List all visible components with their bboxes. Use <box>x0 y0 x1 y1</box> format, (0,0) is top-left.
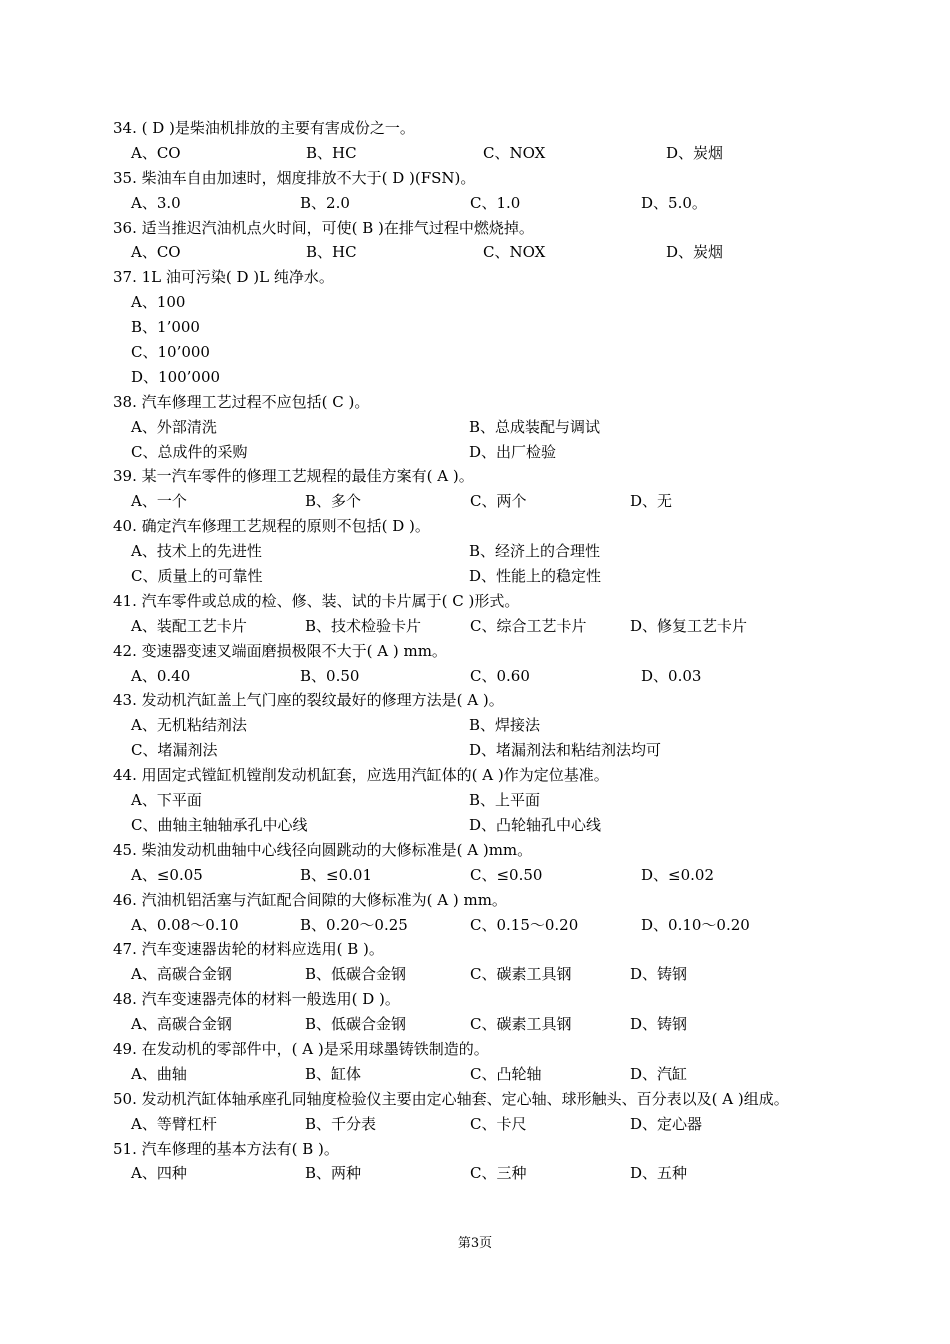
answer-option: A、等臂杠杆 <box>131 1114 217 1133</box>
answer-option: B、0.20～0.25 <box>300 915 408 934</box>
answer-option: C、1.0 <box>470 193 521 212</box>
option-row <box>113 240 873 265</box>
answer-option: D、汽缸 <box>630 1064 688 1083</box>
option-row <box>113 962 873 987</box>
answer-option: D、修复工艺卡片 <box>630 616 748 635</box>
answer-option: A、装配工艺卡片 <box>131 616 247 635</box>
answer-option: B、千分表 <box>305 1114 377 1133</box>
answer-option: B、1’000 <box>131 318 200 337</box>
question-stem: 43. 发动机汽缸盖上气门座的裂纹最好的修理方法是( A )。 <box>113 691 504 710</box>
option-row <box>113 913 873 938</box>
answer-option: C、堵漏剂法 <box>131 741 218 760</box>
answer-option: D、五种 <box>630 1164 688 1183</box>
answer-option: C、凸轮轴 <box>470 1064 542 1083</box>
answer-option: A、一个 <box>131 492 187 511</box>
answer-option: A、100 <box>131 293 186 312</box>
answer-option: B、多个 <box>305 492 362 511</box>
question-stem: 35. 柴油车自由加速时，烟度排放不大于( D )(FSN)。 <box>113 168 476 187</box>
question-stem: 42. 变速器变速叉端面磨损极限不大于( A ) mm。 <box>113 641 447 660</box>
option-row <box>113 489 873 514</box>
answer-option: B、技术检验卡片 <box>305 616 422 635</box>
answer-option: A、外部清洗 <box>131 417 217 436</box>
option-row <box>113 1012 873 1037</box>
answer-option: D、定心器 <box>630 1114 703 1133</box>
page-number: 第3页 <box>457 1236 493 1251</box>
answer-option: C、碳素工具钢 <box>470 965 572 984</box>
answer-option: A、CO <box>131 243 181 262</box>
answer-option: C、总成件的采购 <box>131 442 248 461</box>
answer-option: A、曲轴 <box>131 1064 187 1083</box>
answer-option: B、缸体 <box>305 1064 362 1083</box>
option-row <box>113 141 873 166</box>
answer-option: D、5.0。 <box>641 193 707 212</box>
question-stem: 48. 汽车变速器壳体的材料一般选用( D )。 <box>113 990 400 1009</box>
answer-option: A、0.08～0.10 <box>131 915 239 934</box>
question-stem: 38. 汽车修理工艺过程不应包括( C )。 <box>113 392 370 411</box>
answer-option: B、HC <box>306 243 357 262</box>
answer-option: D、铸钢 <box>630 1015 688 1034</box>
question-stem: 50. 发动机汽缸体轴承座孔同轴度检验仪主要由定心轴套、定心轴、球形触头、百分表以及( A )组成。 <box>113 1089 789 1108</box>
answer-option: B、上平面 <box>469 791 541 810</box>
answer-option: A、无机粘结剂法 <box>131 716 247 735</box>
answer-option: C、曲轴主轴轴承孔中心线 <box>131 815 308 834</box>
answer-option: C、≤0.50 <box>470 865 543 884</box>
option-row <box>113 788 873 813</box>
question-stem: 39. 某一汽车零件的修理工艺规程的最佳方案有( A )。 <box>113 467 474 486</box>
option-row <box>113 1112 873 1137</box>
answer-option: C、NOX <box>483 143 546 162</box>
answer-option: C、碳素工具钢 <box>470 1015 572 1034</box>
answer-option: A、CO <box>131 143 181 162</box>
answer-option: B、低碳合金钢 <box>305 965 407 984</box>
answer-option: B、经济上的合理性 <box>469 542 601 561</box>
answer-option: A、0.40 <box>131 666 191 685</box>
question-stem: 44. 用固定式镗缸机镗削发动机缸套，应选用汽缸体的( A )作为定位基准。 <box>113 766 609 785</box>
option-row <box>113 738 873 763</box>
question-stem: 47. 汽车变速器齿轮的材料应选用( B )。 <box>113 940 384 959</box>
answer-option: B、总成装配与调试 <box>469 417 601 436</box>
answer-option: D、无 <box>630 492 673 511</box>
question-list <box>113 116 873 1186</box>
question-stem: 45. 柴油发动机曲轴中心线径向圆跳动的大修标准是( A )mm。 <box>113 840 533 859</box>
answer-option: D、凸轮轴孔中心线 <box>469 815 602 834</box>
answer-option: C、0.60 <box>470 666 530 685</box>
answer-option: D、0.10～0.20 <box>641 915 750 934</box>
answer-option: C、10’000 <box>131 343 210 362</box>
answer-option: D、铸钢 <box>630 965 688 984</box>
option-row <box>113 614 873 639</box>
answer-option: B、2.0 <box>300 193 350 212</box>
answer-option: D、炭烟 <box>666 143 724 162</box>
question-stem: 51. 汽车修理的基本方法有( B )。 <box>113 1139 339 1158</box>
option-row <box>113 191 873 216</box>
option-row <box>113 440 873 465</box>
answer-option: A、高碳合金钢 <box>131 1015 232 1034</box>
answer-option: C、卡尺 <box>470 1114 527 1133</box>
answer-option: D、≤0.02 <box>641 865 714 884</box>
option-row <box>113 1161 873 1186</box>
answer-option: B、0.50 <box>300 666 360 685</box>
question-stem: 41. 汽车零件或总成的检、修、装、试的卡片属于( C )形式。 <box>113 591 520 610</box>
answer-option: A、高碳合金钢 <box>131 965 232 984</box>
answer-option: D、炭烟 <box>666 243 724 262</box>
question-stem: 34. ( D )是柴油机排放的主要有害成份之一。 <box>113 119 415 137</box>
option-row <box>113 713 873 738</box>
question-stem: 49. 在发动机的零部件中，( A )是采用球墨铸铁制造的。 <box>113 1039 489 1058</box>
answer-option: B、两种 <box>305 1164 362 1183</box>
answer-option: D、堵漏剂法和粘结剂法均可 <box>469 741 662 760</box>
question-stem: 40. 确定汽车修理工艺规程的原则不包括( D )。 <box>113 517 430 536</box>
answer-option: B、低碳合金钢 <box>305 1015 407 1034</box>
option-row <box>113 415 873 440</box>
answer-option: D、0.03 <box>641 666 702 685</box>
answer-option: D、100’000 <box>131 367 221 386</box>
answer-option: C、综合工艺卡片 <box>470 616 587 635</box>
answer-option: A、四种 <box>131 1164 187 1183</box>
answer-option: D、出厂检验 <box>469 442 557 461</box>
option-row <box>113 1062 873 1087</box>
answer-option: B、HC <box>306 143 357 162</box>
option-row <box>113 664 873 689</box>
answer-option: C、三种 <box>470 1164 527 1183</box>
answer-option: B、≤0.01 <box>300 865 372 884</box>
answer-option: A、下平面 <box>131 791 202 810</box>
option-row <box>113 564 873 589</box>
answer-option: D、性能上的稳定性 <box>469 567 602 586</box>
question-stem: 36. 适当推迟汽油机点火时间，可使( B )在排气过程中燃烧掉。 <box>113 218 534 237</box>
answer-option: A、技术上的先进性 <box>131 542 262 561</box>
option-row <box>113 813 873 838</box>
option-row <box>113 539 873 564</box>
answer-option: C、0.15～0.20 <box>470 915 579 934</box>
answer-option: A、≤0.05 <box>131 865 203 884</box>
question-stem: 46. 汽油机铝活塞与汽缸配合间隙的大修标准为( A ) mm。 <box>113 890 507 909</box>
answer-option: C、质量上的可靠性 <box>131 567 263 586</box>
answer-option: B、焊接法 <box>469 716 541 735</box>
answer-option: C、两个 <box>470 492 527 511</box>
question-stem: 37. 1L 油可污染( D )L 纯净水。 <box>113 268 334 287</box>
answer-option: C、NOX <box>483 243 546 262</box>
option-row <box>113 863 873 888</box>
answer-option: A、3.0 <box>131 193 181 212</box>
